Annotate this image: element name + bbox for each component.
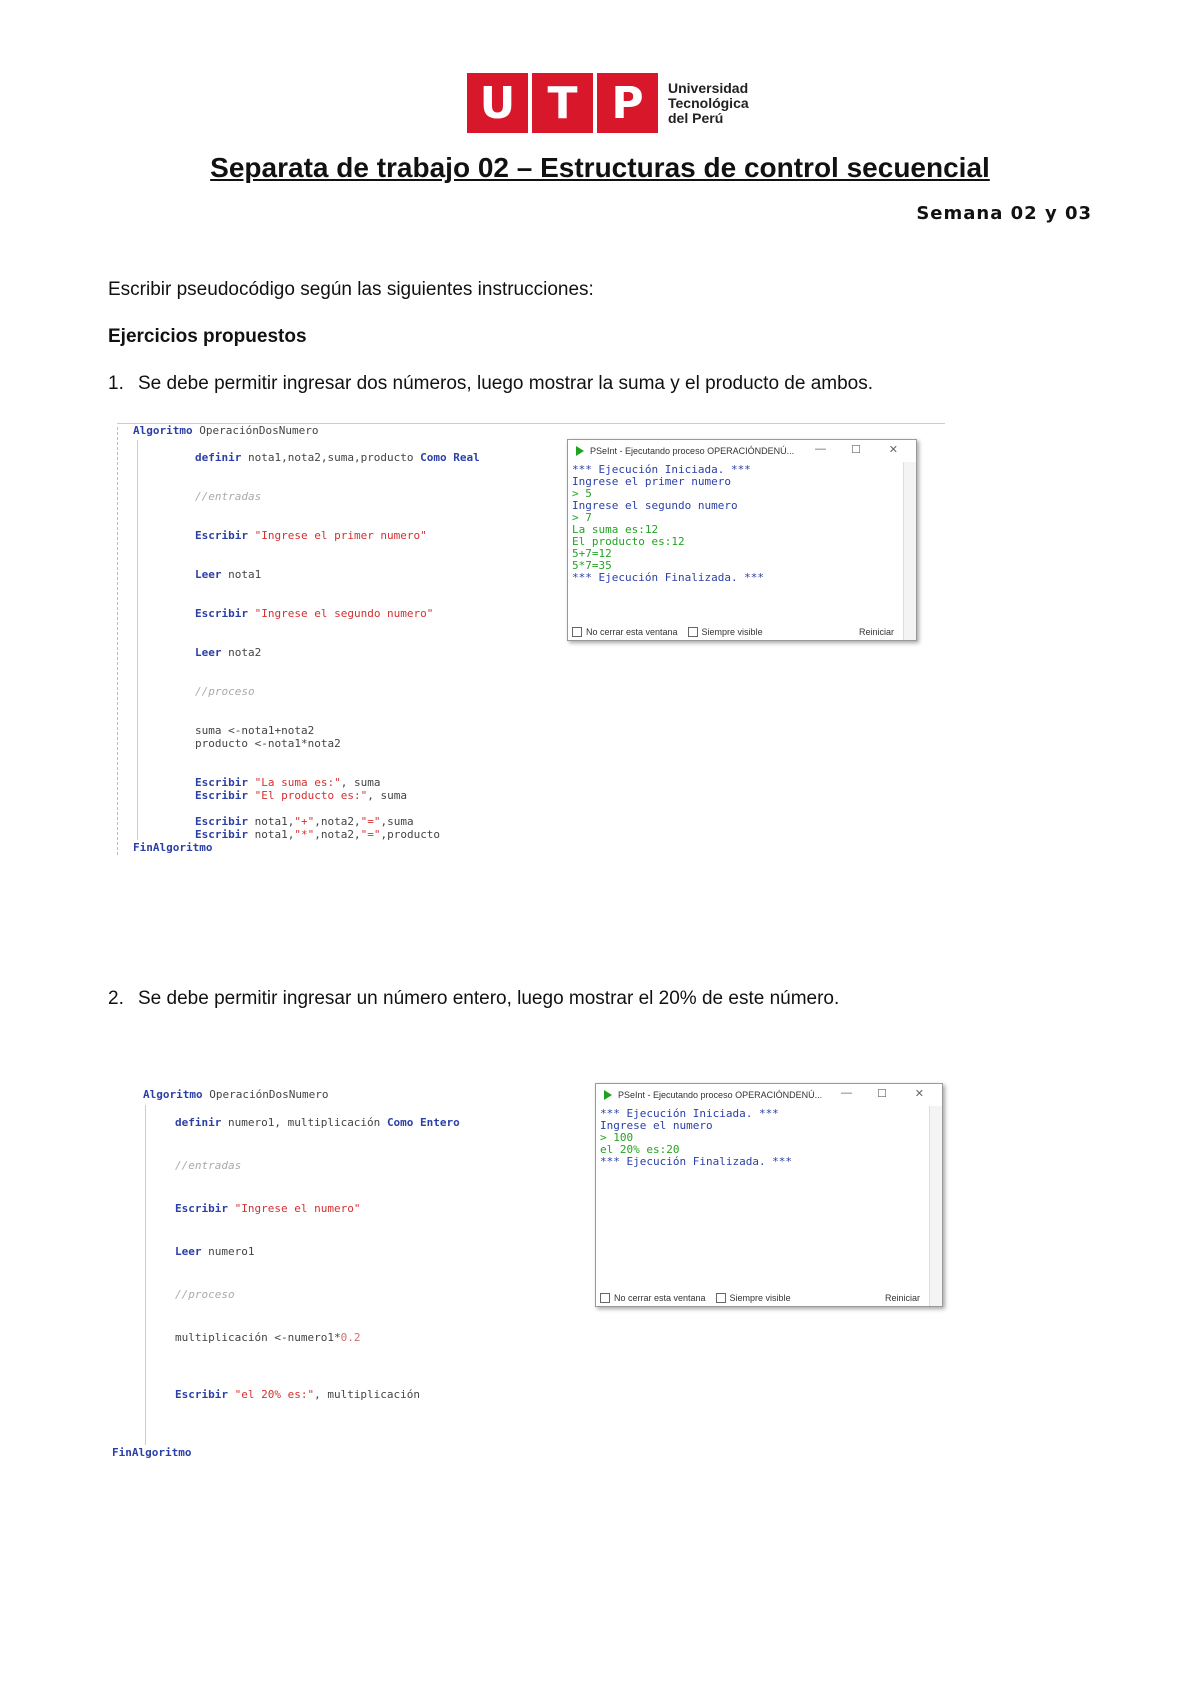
code1-line-11: Escribir "La suma es:", suma: [195, 776, 381, 789]
question-2: [108, 988, 839, 1010]
code1-indent-line: [137, 440, 138, 840]
code1-comment-proceso: //proceso: [195, 685, 255, 698]
logo-text: Universidad Tecnológica del Perú: [668, 79, 749, 126]
maximize-icon[interactable]: ☐: [851, 444, 861, 456]
no-close-checkbox[interactable]: [572, 627, 582, 637]
code1-line-5: Leer nota1: [195, 568, 262, 581]
question-1: [108, 373, 873, 395]
code1-line-13: Escribir nota1,"+",nota2,"=",suma: [195, 815, 414, 828]
logo-letter-t: T: [532, 73, 593, 133]
code1-line-4: Escribir "Ingrese el primer numero": [195, 529, 427, 542]
logo-letter-u: U: [467, 73, 528, 133]
code1-gutter: [117, 427, 118, 855]
code1-line-10: producto <-nota1*nota2: [195, 737, 341, 750]
code2-comment-entradas: //entradas: [175, 1159, 242, 1172]
always-visible-checkbox[interactable]: [716, 1293, 726, 1303]
always-visible-checkbox[interactable]: [688, 627, 698, 637]
minimize-icon[interactable]: —: [815, 443, 826, 455]
code2-line-4: Escribir "Ingrese el numero": [175, 1202, 361, 1215]
code2-comment-proceso: //proceso: [175, 1288, 235, 1301]
console1-output: *** Ejecución Iniciada. *** Ingrese el primer numero > 5 Ingrese el segundo numero > 7 La suma es:12 El producto es:12 5+7=12 5*7=35 *** Ejecución Finalizada. ***: [572, 463, 765, 584]
console2-output: *** Ejecución Iniciada. *** Ingrese el numero > 100 el 20% es:20 *** Ejecución Finalizada. ***: [600, 1107, 793, 1168]
pseint-run-icon: [604, 1090, 612, 1100]
intro-text: Escribir pseudocódigo según las siguientes instrucciones:: [108, 279, 594, 300]
code1-line-12: Escribir "El producto es:", suma: [195, 789, 407, 802]
console1-footer: No cerrar esta ventana Siempre visible Reiniciar: [568, 624, 916, 640]
restart-button[interactable]: Reiniciar: [884, 1293, 920, 1303]
code1-line-2: definir nota1,nota2,suma,producto Como Real: [195, 451, 480, 464]
code2-indent-line: [145, 1105, 146, 1445]
code2-line-7: multiplicación <-numero1*0.2: [175, 1331, 361, 1344]
question-1-number: 1.: [108, 373, 124, 394]
console1-title: PSeInt - Ejecutando proceso OPERACIÓNDENÚ...: [590, 446, 795, 456]
code2-line-end: FinAlgoritmo: [112, 1446, 192, 1459]
code1-line-end: FinAlgoritmo: [133, 841, 213, 854]
maximize-icon[interactable]: ☐: [877, 1088, 887, 1100]
minimize-icon[interactable]: —: [841, 1087, 852, 1099]
restart-button[interactable]: Reiniciar: [858, 627, 894, 637]
question-2-number: 2.: [108, 988, 124, 1009]
code1-comment-entradas: //entradas: [195, 490, 262, 503]
document-title: Separata de trabajo 02 – Estructuras de control secuencial: [210, 152, 990, 183]
code2-line-5: Leer numero1: [175, 1245, 255, 1258]
code1-line-7: Leer nota2: [195, 646, 262, 659]
code1-line-6: Escribir "Ingrese el segundo numero": [195, 607, 434, 620]
console1-titlebar: [568, 440, 916, 462]
code1-line-1: Algoritmo OperaciónDosNumero: [133, 424, 319, 437]
close-icon[interactable]: ✕: [914, 1088, 924, 1100]
code1-line-14: Escribir nota1,"*",nota2,"=",producto: [195, 828, 441, 841]
console2-titlebar: [596, 1084, 942, 1106]
code2-line-8: Escribir "el 20% es:", multiplicación: [175, 1388, 421, 1401]
question-1-text: Se debe permitir ingresar dos números, luego mostrar la suma y el producto de ambos.: [138, 373, 874, 394]
console-window-2: [595, 1083, 943, 1307]
question-2-text: Se debe permitir ingresar un número entero, luego mostrar el 20% de este número.: [138, 988, 840, 1009]
console2-title: PSeInt - Ejecutando proceso OPERACIÓNDENÚ...: [618, 1090, 823, 1100]
console1-scrollbar[interactable]: [903, 462, 916, 640]
close-icon[interactable]: ✕: [888, 444, 898, 456]
code1-line-9: suma <-nota1+nota2: [195, 724, 315, 737]
pseint-run-icon: [576, 446, 584, 456]
utp-logo: [467, 73, 749, 133]
week-label: Semana 02 y 03: [916, 203, 1092, 224]
logo-letter-p: P: [597, 73, 658, 133]
no-close-checkbox[interactable]: [600, 1293, 610, 1303]
code2-line-1: Algoritmo OperaciónDosNumero: [143, 1088, 329, 1101]
console2-footer: No cerrar esta ventana Siempre visible Reiniciar: [596, 1290, 942, 1306]
console-window-1: [567, 439, 917, 641]
console2-scrollbar[interactable]: [929, 1106, 942, 1306]
code2-line-2: definir numero1, multiplicación Como Entero: [175, 1116, 460, 1129]
section-heading: Ejercicios propuestos: [108, 326, 307, 347]
